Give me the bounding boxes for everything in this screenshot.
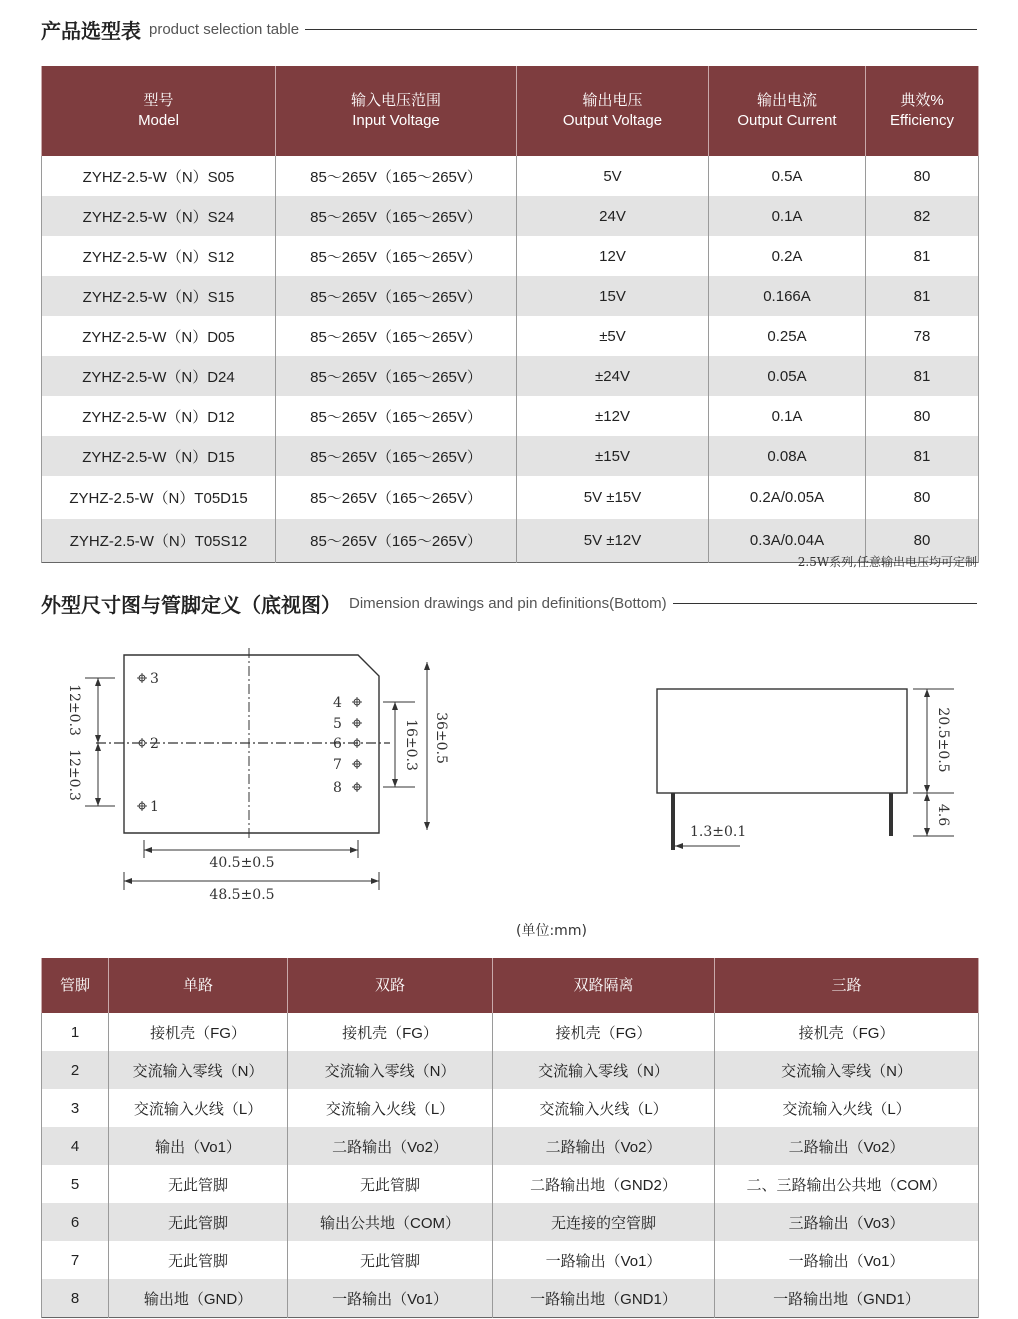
- table-row: [42, 1089, 979, 1127]
- cell-model: ZYHZ-2.5-W（N）D15: [42, 436, 276, 476]
- pin-label-8: 8: [333, 780, 342, 796]
- cell-efficiency: 81: [866, 236, 979, 276]
- header-efficiency: [866, 66, 979, 156]
- section-rule: [673, 603, 977, 604]
- cell-dual: 二路输出（Vo2）: [288, 1127, 493, 1165]
- cell-single: 交流输入火线（L）: [109, 1089, 288, 1127]
- cell-output-current: 0.25A: [709, 316, 866, 356]
- cell-pin: 5: [42, 1165, 109, 1203]
- cell-model: ZYHZ-2.5-W（N）T05D15: [42, 476, 276, 519]
- header-zh: 输入电压范围: [350, 92, 441, 109]
- arrow-head: [95, 798, 101, 806]
- arrow-head: [371, 878, 379, 884]
- dim-label-16: 16±0.3: [403, 719, 419, 771]
- cell-input: 85～265V（165～265V）: [276, 436, 517, 476]
- cell-dual-isolated: 二路输出地（GND2）: [493, 1165, 715, 1203]
- dim-label-40: 40.5±0.5: [209, 855, 275, 871]
- header-triple: 三路: [715, 958, 979, 1013]
- table-row: [42, 476, 979, 519]
- cell-output-voltage: 12V: [517, 236, 709, 276]
- cell-model: ZYHZ-2.5-W（N）S05: [42, 156, 276, 196]
- pin-label-7: 7: [333, 757, 342, 773]
- cell-dual: 无此管脚: [288, 1241, 493, 1279]
- cell-output-voltage: ±15V: [517, 436, 709, 476]
- cell-single: 输出（Vo1）: [109, 1127, 288, 1165]
- pin-label-4: 4: [333, 695, 342, 711]
- cell-output-voltage: 24V: [517, 196, 709, 236]
- arrow-head: [350, 847, 358, 853]
- cell-model: ZYHZ-2.5-W（N）S12: [42, 236, 276, 276]
- cell-single: 无此管脚: [109, 1165, 288, 1203]
- cell-efficiency: 80: [866, 156, 979, 196]
- cell-single: 接机壳（FG）: [109, 1013, 288, 1051]
- cell-triple: 一路输出地（GND1）: [715, 1279, 979, 1318]
- cell-input: 85～265V（165～265V）: [276, 519, 517, 563]
- cell-efficiency: 80: [866, 519, 979, 563]
- cell-triple: 二路输出（Vo2）: [715, 1127, 979, 1165]
- cell-dual: 交流输入火线（L）: [288, 1089, 493, 1127]
- table-row: [42, 1203, 979, 1241]
- cell-dual-isolated: 二路输出（Vo2）: [493, 1127, 715, 1165]
- cell-single: 输出地（GND）: [109, 1279, 288, 1318]
- cell-model: ZYHZ-2.5-W（N）D24: [42, 356, 276, 396]
- dim-label-1-3: 1.3±0.1: [690, 824, 747, 840]
- table-row: [42, 356, 979, 396]
- cell-pin: 7: [42, 1241, 109, 1279]
- pin-label-1: 1: [150, 799, 159, 815]
- cell-output-current: 0.5A: [709, 156, 866, 196]
- cell-output-current: 0.1A: [709, 396, 866, 436]
- cell-output-current: 0.2A/0.05A: [709, 476, 866, 519]
- pin-label-5: 5: [333, 716, 342, 732]
- table-row: [42, 1013, 979, 1051]
- cell-output-voltage: ±5V: [517, 316, 709, 356]
- pin-definition-table: [41, 958, 979, 1318]
- cell-efficiency: 82: [866, 196, 979, 236]
- header-en: Model: [138, 112, 179, 129]
- cell-dual: 交流输入零线（N）: [288, 1051, 493, 1089]
- cell-efficiency: 80: [866, 396, 979, 436]
- cell-pin: 2: [42, 1051, 109, 1089]
- header-output-current: [709, 66, 866, 156]
- cell-pin: 4: [42, 1127, 109, 1165]
- cell-triple: 接机壳（FG）: [715, 1013, 979, 1051]
- table-row: [42, 156, 979, 196]
- unit-label: (单位:mm): [516, 923, 587, 939]
- cell-triple: 三路输出（Vo3）: [715, 1203, 979, 1241]
- dim-label-12-lower: 12±0.3: [66, 749, 82, 801]
- cell-dual: 一路输出（Vo1）: [288, 1279, 493, 1318]
- cell-pin: 8: [42, 1279, 109, 1318]
- table-row: [42, 236, 979, 276]
- cell-output-current: 0.1A: [709, 196, 866, 236]
- customization-note: 2.5W系列,任意输出电压均可定制: [797, 555, 977, 569]
- cell-efficiency: 80: [866, 476, 979, 519]
- cell-dual-isolated: 一路输出地（GND1）: [493, 1279, 715, 1318]
- table-row: [42, 1165, 979, 1203]
- header-zh: 输出电流: [756, 92, 817, 109]
- pin-label-6: 6: [333, 736, 342, 752]
- cell-dual-isolated: 接机壳（FG）: [493, 1013, 715, 1051]
- pin-label-2: 2: [150, 736, 159, 752]
- cell-triple: 一路输出（Vo1）: [715, 1241, 979, 1279]
- table-row: [42, 316, 979, 356]
- cell-dual-isolated: 无连接的空管脚: [493, 1203, 715, 1241]
- arrow-head: [924, 785, 930, 793]
- cell-input: 85～265V（165～265V）: [276, 196, 517, 236]
- cell-model: ZYHZ-2.5-W（N）T05S12: [42, 519, 276, 563]
- cell-output-voltage: ±12V: [517, 396, 709, 436]
- header-dual-isolated: 双路隔离: [493, 958, 715, 1013]
- dim-label-36: 36±0.5: [433, 712, 449, 764]
- arrow-head: [392, 702, 398, 710]
- header-single: 单路: [109, 958, 288, 1013]
- cell-output-voltage: 5V: [517, 156, 709, 196]
- cell-single: 无此管脚: [109, 1241, 288, 1279]
- arrow-head: [95, 743, 101, 751]
- table-row: [42, 1241, 979, 1279]
- cell-output-current: 0.3A/0.04A: [709, 519, 866, 563]
- table-row: [42, 1051, 979, 1089]
- cell-model: ZYHZ-2.5-W（N）D12: [42, 396, 276, 436]
- cell-dual: 输出公共地（COM）: [288, 1203, 493, 1241]
- header-dual: 双路: [288, 958, 493, 1013]
- header-output-voltage: [517, 66, 709, 156]
- dim-label-20: 20.5±0.5: [935, 707, 951, 773]
- section-title-product-selection: [41, 14, 977, 44]
- cell-input: 85～265V（165～265V）: [276, 316, 517, 356]
- section-title-dimensions: [41, 588, 977, 618]
- arrow-head: [924, 828, 930, 836]
- product-selection-table: [41, 66, 979, 563]
- cell-output-voltage: 5V ±12V: [517, 519, 709, 563]
- arrow-head: [424, 662, 430, 670]
- cell-model: ZYHZ-2.5-W（N）S15: [42, 276, 276, 316]
- arrow-head: [95, 735, 101, 743]
- table-row: [42, 436, 979, 476]
- table-header-row: [42, 66, 979, 156]
- dim-label-48: 48.5±0.5: [209, 887, 275, 903]
- table-row: [42, 1127, 979, 1165]
- section-title-en: Dimension drawings and pin definitions(Bottom): [349, 594, 667, 612]
- cell-single: 交流输入零线（N）: [109, 1051, 288, 1089]
- arrow-head: [924, 793, 930, 801]
- arrow-head: [95, 678, 101, 686]
- header-en: Efficiency: [890, 112, 954, 129]
- header-input-voltage: [276, 66, 517, 156]
- cell-efficiency: 81: [866, 356, 979, 396]
- cell-dual: 接机壳（FG）: [288, 1013, 493, 1051]
- cell-pin: 3: [42, 1089, 109, 1127]
- header-zh: 典效%: [900, 92, 944, 109]
- table-row: [42, 1279, 979, 1318]
- cell-efficiency: 78: [866, 316, 979, 356]
- section-rule: [305, 29, 977, 30]
- cell-pin: 6: [42, 1203, 109, 1241]
- cell-input: 85～265V（165～265V）: [276, 236, 517, 276]
- table-row: [42, 396, 979, 436]
- module-side-outline: [657, 689, 907, 793]
- table-row: [42, 196, 979, 236]
- cell-input: 85～265V（165～265V）: [276, 476, 517, 519]
- header-en: Output Voltage: [562, 112, 663, 129]
- cell-pin: 1: [42, 1013, 109, 1051]
- header-zh: 输出电压: [582, 92, 643, 109]
- table-row: [42, 276, 979, 316]
- cell-efficiency: 81: [866, 436, 979, 476]
- cell-input: 85～265V（165～265V）: [276, 156, 517, 196]
- cell-output-current: 0.2A: [709, 236, 866, 276]
- dim-label-12-upper: 12±0.3: [66, 684, 82, 736]
- header-zh: 型号: [143, 92, 174, 109]
- dimension-drawing: [0, 640, 1018, 910]
- arrow-head: [392, 779, 398, 787]
- cell-triple: 二、三路输出公共地（COM）: [715, 1165, 979, 1203]
- cell-efficiency: 81: [866, 276, 979, 316]
- cell-output-voltage: ±24V: [517, 356, 709, 396]
- dim-label-4-6: 4.6: [935, 803, 951, 827]
- section-title-zh: 产品选型表: [41, 18, 141, 43]
- cell-dual-isolated: 交流输入零线（N）: [493, 1051, 715, 1089]
- cell-triple: 交流输入火线（L）: [715, 1089, 979, 1127]
- cell-dual-isolated: 交流输入火线（L）: [493, 1089, 715, 1127]
- pin-label-3: 3: [150, 671, 159, 687]
- arrow-head: [675, 843, 683, 849]
- arrow-head: [924, 689, 930, 697]
- cell-triple: 交流输入零线（N）: [715, 1051, 979, 1089]
- section-title-zh: 外型尺寸图与管脚定义（底视图）: [41, 592, 341, 617]
- cell-output-current: 0.05A: [709, 356, 866, 396]
- cell-output-current: 0.166A: [709, 276, 866, 316]
- cell-output-voltage: 15V: [517, 276, 709, 316]
- cell-dual-isolated: 一路输出（Vo1）: [493, 1241, 715, 1279]
- cell-model: ZYHZ-2.5-W（N）S24: [42, 196, 276, 236]
- header-model: [42, 66, 276, 156]
- header-en: Input Voltage: [352, 112, 440, 129]
- arrow-head: [124, 878, 132, 884]
- header-pin: 管脚: [42, 958, 109, 1013]
- cell-input: 85～265V（165～265V）: [276, 356, 517, 396]
- cell-input: 85～265V（165～265V）: [276, 396, 517, 436]
- cell-output-voltage: 5V ±15V: [517, 476, 709, 519]
- section-title-en: product selection table: [149, 20, 300, 38]
- cell-model: ZYHZ-2.5-W（N）D05: [42, 316, 276, 356]
- cell-single: 无此管脚: [109, 1203, 288, 1241]
- arrow-head: [144, 847, 152, 853]
- cell-input: 85～265V（165～265V）: [276, 276, 517, 316]
- table-header-row: [42, 958, 979, 1013]
- header-en: Output Current: [737, 112, 837, 129]
- cell-output-current: 0.08A: [709, 436, 866, 476]
- arrow-head: [424, 822, 430, 830]
- cell-dual: 无此管脚: [288, 1165, 493, 1203]
